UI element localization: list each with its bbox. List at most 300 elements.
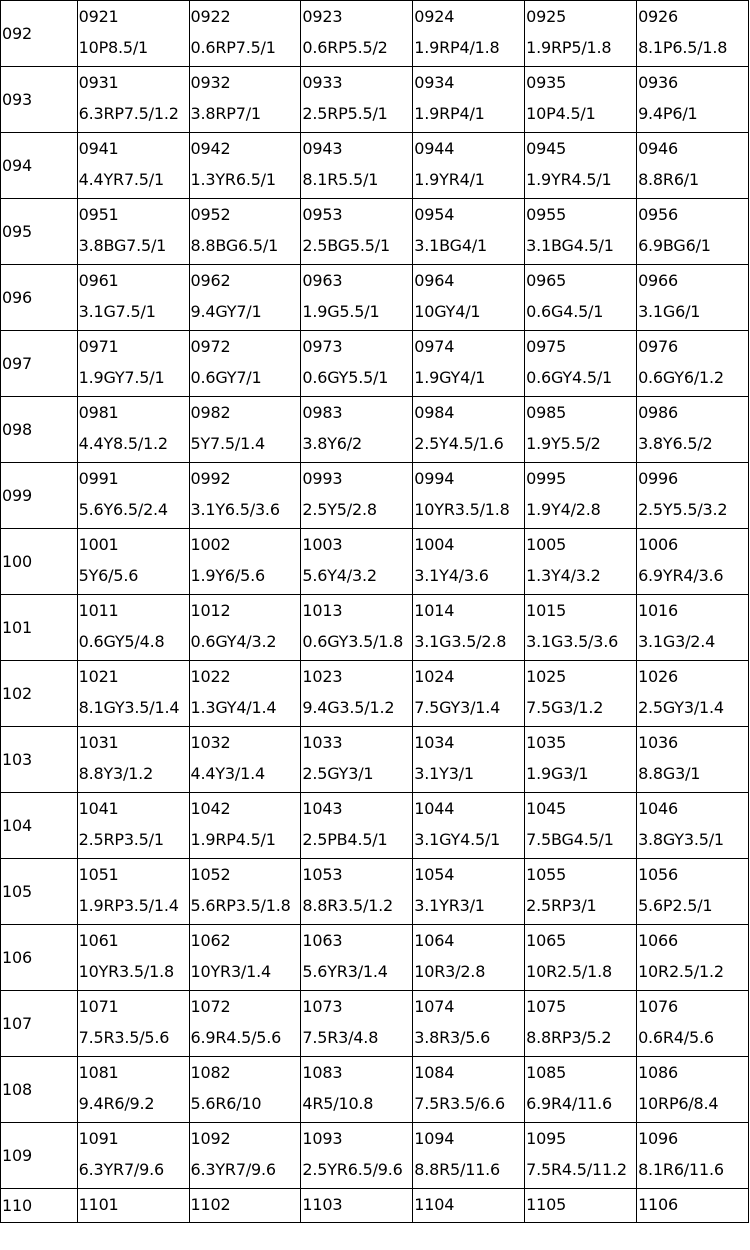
table-cell <box>525 595 637 661</box>
color-code: 0982 <box>190 403 231 422</box>
table-cell <box>413 1189 525 1223</box>
color-code: 0934 <box>414 73 455 92</box>
table-cell <box>413 925 525 991</box>
table-cell <box>77 265 189 331</box>
row-label: 102 <box>1 661 78 727</box>
munsell-notation: 5.6RP3.5/1.8 <box>190 896 291 915</box>
munsell-notation: 1.9YR4.5/1 <box>526 170 612 189</box>
munsell-notation: 9.4GY7/1 <box>190 302 262 321</box>
table-cell <box>525 133 637 199</box>
color-code: 0961 <box>78 271 119 290</box>
munsell-notation: 5Y6/5.6 <box>78 566 139 585</box>
munsell-notation: 1.9G5.5/1 <box>302 302 380 321</box>
color-code: 1062 <box>190 931 231 950</box>
table-cell <box>301 991 413 1057</box>
color-code: 1066 <box>638 931 678 950</box>
munsell-notation: 10YR3.5/1.8 <box>78 962 174 981</box>
munsell-notation: 0.6GY4.5/1 <box>526 368 613 387</box>
munsell-notation: 0.6GY6/1.2 <box>638 368 724 387</box>
table-cell <box>77 133 189 199</box>
table-row <box>1 463 749 529</box>
munsell-notation: 7.5G3/1.2 <box>526 698 604 717</box>
table-cell <box>77 1057 189 1123</box>
table-cell <box>637 463 749 529</box>
munsell-notation: 1.9RP4/1 <box>414 104 485 123</box>
color-code: 1073 <box>302 997 343 1016</box>
table-cell <box>637 1 749 67</box>
color-code: 1016 <box>638 601 678 620</box>
color-code: 0994 <box>414 469 455 488</box>
table-row <box>1 793 749 859</box>
color-code: 0954 <box>414 205 455 224</box>
table-cell <box>77 595 189 661</box>
table-cell <box>77 1189 189 1223</box>
table-cell <box>413 463 525 529</box>
table-cell <box>525 463 637 529</box>
munsell-notation: 7.5GY3/1.4 <box>414 698 501 717</box>
color-code: 0965 <box>526 271 567 290</box>
table-cell <box>413 1057 525 1123</box>
table-cell <box>189 793 301 859</box>
table-cell <box>525 661 637 727</box>
table-cell <box>189 859 301 925</box>
color-code: 1092 <box>190 1129 231 1148</box>
color-code: 0973 <box>302 337 343 356</box>
color-code: 1075 <box>526 997 567 1016</box>
table-cell <box>301 793 413 859</box>
color-code: 1021 <box>78 667 119 686</box>
table-row <box>1 925 749 991</box>
color-code: 0931 <box>78 73 119 92</box>
color-code: 1065 <box>526 931 567 950</box>
munsell-notation: 2.5Y5.5/3.2 <box>638 500 728 519</box>
table-row <box>1 1 749 67</box>
table-cell <box>525 331 637 397</box>
table-cell <box>637 1057 749 1123</box>
row-label: 110 <box>1 1189 78 1223</box>
table-cell <box>525 529 637 595</box>
table-cell <box>77 397 189 463</box>
color-code: 0993 <box>302 469 343 488</box>
table-cell <box>525 67 637 133</box>
munsell-notation: 7.5R3.5/6.6 <box>414 1094 505 1113</box>
color-code: 1001 <box>78 535 119 554</box>
munsell-notation: 1.9RP4/1.8 <box>414 38 500 57</box>
color-code: 1035 <box>526 733 567 752</box>
table-cell <box>189 463 301 529</box>
row-label: 092 <box>1 1 78 67</box>
munsell-notation: 7.5R3/4.8 <box>302 1028 379 1047</box>
munsell-notation: 0.6GY3.5/1.8 <box>302 632 404 651</box>
color-code: 1076 <box>638 997 678 1016</box>
color-code: 1071 <box>78 997 119 1016</box>
table-row <box>1 727 749 793</box>
color-code: 1091 <box>78 1129 119 1148</box>
munsell-notation: 4.4YR7.5/1 <box>78 170 164 189</box>
color-code: 0924 <box>414 7 455 26</box>
row-label: 097 <box>1 331 78 397</box>
table-cell <box>189 397 301 463</box>
munsell-notation: 6.9R4.5/5.6 <box>190 1028 282 1047</box>
table-cell <box>189 1189 301 1223</box>
table-cell <box>413 727 525 793</box>
munsell-notation: 8.1R6/11.6 <box>638 1160 724 1179</box>
color-code: 1052 <box>190 865 231 884</box>
munsell-notation: 5Y7.5/1.4 <box>190 434 265 453</box>
munsell-notation: 3.1BG4.5/1 <box>526 236 614 255</box>
table-row <box>1 595 749 661</box>
color-code: 1006 <box>638 535 678 554</box>
color-code: 1013 <box>302 601 343 620</box>
munsell-notation: 2.5RP5.5/1 <box>302 104 388 123</box>
munsell-notation: 2.5GY3/1 <box>302 764 374 783</box>
table-row <box>1 661 749 727</box>
color-code: 1041 <box>78 799 119 818</box>
munsell-notation: 7.5BG4.5/1 <box>526 830 614 849</box>
munsell-notation: 3.8GY3.5/1 <box>638 830 724 849</box>
table-cell <box>525 1123 637 1189</box>
munsell-notation: 1.9RP3.5/1.4 <box>78 896 179 915</box>
table-cell <box>77 925 189 991</box>
table-row <box>1 67 749 133</box>
table-cell <box>301 67 413 133</box>
color-code: 1042 <box>190 799 231 818</box>
row-label: 101 <box>1 595 78 661</box>
color-code: 1015 <box>526 601 567 620</box>
table-cell <box>413 991 525 1057</box>
munsell-notation: 2.5GY3/1.4 <box>638 698 724 717</box>
color-code: 1024 <box>414 667 455 686</box>
table-cell <box>77 1123 189 1189</box>
table-cell <box>301 595 413 661</box>
color-code: 0933 <box>302 73 343 92</box>
table-cell <box>413 67 525 133</box>
color-code: 1051 <box>78 865 119 884</box>
table-cell <box>525 793 637 859</box>
color-code: 0995 <box>526 469 567 488</box>
munsell-notation: 8.8BG6.5/1 <box>190 236 279 255</box>
color-code: 0983 <box>302 403 343 422</box>
table-cell <box>413 265 525 331</box>
color-code: 1095 <box>526 1129 567 1148</box>
color-code: 0941 <box>78 139 119 158</box>
munsell-notation: 3.1G7.5/1 <box>78 302 156 321</box>
munsell-notation: 1.9RP5/1.8 <box>526 38 612 57</box>
table-cell <box>525 1 637 67</box>
munsell-notation: 0.6R4/5.6 <box>638 1028 714 1047</box>
table-cell <box>189 1057 301 1123</box>
row-label: 095 <box>1 199 78 265</box>
color-code: 0986 <box>638 403 678 422</box>
color-code: 1063 <box>302 931 343 950</box>
table-cell <box>301 859 413 925</box>
munsell-notation: 3.1Y4/3.6 <box>414 566 489 585</box>
color-code: 0951 <box>78 205 119 224</box>
table-cell <box>637 793 749 859</box>
table-cell <box>637 133 749 199</box>
color-code: 0953 <box>302 205 343 224</box>
table-cell <box>189 661 301 727</box>
color-code: 1072 <box>190 997 231 1016</box>
color-code: 0932 <box>190 73 231 92</box>
table-body <box>1 1 749 1223</box>
munsell-notation: 0.6GY5.5/1 <box>302 368 389 387</box>
table-cell <box>413 397 525 463</box>
table-cell <box>637 859 749 925</box>
table-row <box>1 331 749 397</box>
munsell-notation: 4.4Y3/1.4 <box>190 764 265 783</box>
munsell-notation: 3.8Y6/2 <box>302 434 362 453</box>
color-code: 1082 <box>190 1063 231 1082</box>
table-cell <box>77 67 189 133</box>
table-cell <box>189 991 301 1057</box>
munsell-notation: 8.8RP3/5.2 <box>526 1028 612 1047</box>
table-cell <box>637 727 749 793</box>
table-row <box>1 265 749 331</box>
color-code: 1022 <box>190 667 231 686</box>
color-code: 1031 <box>78 733 119 752</box>
color-code: 1002 <box>190 535 231 554</box>
color-code: 0972 <box>190 337 231 356</box>
table-cell <box>301 925 413 991</box>
table-cell <box>413 1123 525 1189</box>
table-row <box>1 991 749 1057</box>
table-cell <box>525 199 637 265</box>
munsell-notation: 5.6R6/10 <box>190 1094 262 1113</box>
munsell-notation: 3.1BG4/1 <box>414 236 487 255</box>
munsell-notation: 1.3YR6.5/1 <box>190 170 276 189</box>
table-cell <box>77 1 189 67</box>
color-code: 0946 <box>638 139 678 158</box>
row-label: 100 <box>1 529 78 595</box>
munsell-notation: 8.8R6/1 <box>638 170 699 189</box>
color-code: 1055 <box>526 865 567 884</box>
color-code: 0976 <box>638 337 678 356</box>
table-cell <box>301 661 413 727</box>
munsell-notation: 0.6GY5/4.8 <box>78 632 165 651</box>
munsell-notation: 3.1G6/1 <box>638 302 701 321</box>
color-code: 1026 <box>638 667 678 686</box>
color-code: 0942 <box>190 139 231 158</box>
munsell-notation: 5.6Y4/3.2 <box>302 566 377 585</box>
color-code: 0992 <box>190 469 231 488</box>
color-code: 0975 <box>526 337 567 356</box>
munsell-notation: 1.9Y4/2.8 <box>526 500 601 519</box>
munsell-notation: 2.5BG5.5/1 <box>302 236 390 255</box>
munsell-notation: 0.6RP7.5/1 <box>190 38 276 57</box>
color-code: 1103 <box>302 1195 343 1214</box>
munsell-notation: 5.6YR3/1.4 <box>302 962 388 981</box>
munsell-notation: 6.9YR4/3.6 <box>638 566 724 585</box>
table-cell <box>189 331 301 397</box>
color-code: 0996 <box>638 469 678 488</box>
color-code: 1033 <box>302 733 343 752</box>
table-row <box>1 529 749 595</box>
table-cell <box>637 265 749 331</box>
color-code: 1083 <box>302 1063 343 1082</box>
table-cell <box>301 397 413 463</box>
color-code: 1093 <box>302 1129 343 1148</box>
munsell-notation: 10P8.5/1 <box>78 38 149 57</box>
munsell-notation: 1.9Y5.5/2 <box>526 434 601 453</box>
table-row <box>1 133 749 199</box>
color-code: 1085 <box>526 1063 567 1082</box>
table-row <box>1 1057 749 1123</box>
color-code: 1011 <box>78 601 119 620</box>
table-cell <box>189 67 301 133</box>
table-cell <box>301 1057 413 1123</box>
color-code: 1043 <box>302 799 343 818</box>
table-cell <box>413 529 525 595</box>
munsell-notation: 4.4Y8.5/1.2 <box>78 434 168 453</box>
munsell-notation: 1.9GY4/1 <box>414 368 486 387</box>
munsell-notation: 1.9G3/1 <box>526 764 589 783</box>
munsell-notation: 3.8Y6.5/2 <box>638 434 713 453</box>
table-cell <box>301 727 413 793</box>
color-code: 1046 <box>638 799 678 818</box>
table-cell <box>301 463 413 529</box>
table-cell <box>189 265 301 331</box>
table-cell <box>525 925 637 991</box>
munsell-notation: 10GY4/1 <box>414 302 481 321</box>
table-cell <box>301 1123 413 1189</box>
color-code: 1094 <box>414 1129 455 1148</box>
munsell-notation: 6.3YR7/9.6 <box>190 1160 276 1179</box>
row-label: 098 <box>1 397 78 463</box>
table-cell <box>189 1 301 67</box>
munsell-notation: 6.3RP7.5/1.2 <box>78 104 179 123</box>
color-code: 0964 <box>414 271 455 290</box>
munsell-notation: 5.6Y6.5/2.4 <box>78 500 168 519</box>
color-code: 0943 <box>302 139 343 158</box>
munsell-notation: 3.8RP7/1 <box>190 104 261 123</box>
table-cell <box>637 1189 749 1223</box>
table-cell <box>637 595 749 661</box>
munsell-notation: 3.8BG7.5/1 <box>78 236 167 255</box>
table-cell <box>525 991 637 1057</box>
munsell-notation: 10RP6/8.4 <box>638 1094 719 1113</box>
table-cell <box>189 727 301 793</box>
munsell-notation: 10YR3.5/1.8 <box>414 500 510 519</box>
munsell-notation: 1.3GY4/1.4 <box>190 698 277 717</box>
munsell-notation: 4R5/10.8 <box>302 1094 374 1113</box>
row-label: 093 <box>1 67 78 133</box>
color-code: 0935 <box>526 73 567 92</box>
color-code: 1061 <box>78 931 119 950</box>
color-code: 0922 <box>190 7 231 26</box>
color-code: 1014 <box>414 601 455 620</box>
table-cell <box>189 133 301 199</box>
table-cell <box>637 397 749 463</box>
table-cell <box>413 199 525 265</box>
color-code: 0936 <box>638 73 678 92</box>
munsell-notation: 0.6G4.5/1 <box>526 302 604 321</box>
table-cell <box>301 199 413 265</box>
table-cell <box>413 331 525 397</box>
color-code: 1036 <box>638 733 678 752</box>
table-cell <box>525 1057 637 1123</box>
table-cell <box>525 727 637 793</box>
row-label: 103 <box>1 727 78 793</box>
color-code: 0955 <box>526 205 567 224</box>
munsell-notation: 10YR3/1.4 <box>190 962 271 981</box>
munsell-notation: 2.5YR6.5/9.6 <box>302 1160 403 1179</box>
table-cell <box>77 331 189 397</box>
table-cell <box>189 595 301 661</box>
color-code: 0926 <box>638 7 678 26</box>
munsell-notation: 3.1G3.5/3.6 <box>526 632 619 651</box>
color-code: 1101 <box>78 1195 119 1214</box>
munsell-notation: 2.5RP3.5/1 <box>78 830 164 849</box>
color-code: 1102 <box>190 1195 231 1214</box>
table-cell <box>77 793 189 859</box>
color-code: 1044 <box>414 799 455 818</box>
table-cell <box>301 529 413 595</box>
munsell-notation: 8.8Y3/1.2 <box>78 764 154 783</box>
color-code: 0966 <box>638 271 678 290</box>
color-code: 0952 <box>190 205 231 224</box>
table-cell <box>77 859 189 925</box>
table-cell <box>413 1 525 67</box>
table-cell <box>77 529 189 595</box>
table-cell <box>413 595 525 661</box>
munsell-notation: 1.9GY7.5/1 <box>78 368 165 387</box>
munsell-notation: 10P4.5/1 <box>526 104 596 123</box>
row-label: 109 <box>1 1123 78 1189</box>
munsell-notation: 10R2.5/1.2 <box>638 962 724 981</box>
munsell-notation: 0.6GY7/1 <box>190 368 262 387</box>
color-code: 0984 <box>414 403 455 422</box>
table-cell <box>77 463 189 529</box>
color-code: 1034 <box>414 733 455 752</box>
color-code: 1012 <box>190 601 231 620</box>
color-code: 1032 <box>190 733 231 752</box>
color-code: 1064 <box>414 931 455 950</box>
munsell-notation: 3.1G3.5/2.8 <box>414 632 507 651</box>
table-cell <box>189 1123 301 1189</box>
munsell-notation: 8.1R5.5/1 <box>302 170 379 189</box>
table-row <box>1 199 749 265</box>
munsell-notation: 3.1Y3/1 <box>414 764 474 783</box>
row-label: 108 <box>1 1057 78 1123</box>
color-code: 1003 <box>302 535 343 554</box>
row-label: 105 <box>1 859 78 925</box>
row-label: 106 <box>1 925 78 991</box>
color-code: 1045 <box>526 799 567 818</box>
table-cell <box>413 793 525 859</box>
table-cell <box>525 397 637 463</box>
table-cell <box>637 199 749 265</box>
row-label: 094 <box>1 133 78 199</box>
munsell-notation: 3.1YR3/1 <box>414 896 485 915</box>
color-code: 1053 <box>302 865 343 884</box>
munsell-notation: 6.9R4/11.6 <box>526 1094 612 1113</box>
munsell-notation: 5.6P2.5/1 <box>638 896 713 915</box>
color-code: 0985 <box>526 403 567 422</box>
munsell-notation: 9.4G3.5/1.2 <box>302 698 395 717</box>
color-code: 1004 <box>414 535 455 554</box>
table-cell <box>637 1123 749 1189</box>
color-code: 0971 <box>78 337 119 356</box>
color-code: 1084 <box>414 1063 455 1082</box>
munsell-notation: 2.5PB4.5/1 <box>302 830 388 849</box>
table-cell <box>413 133 525 199</box>
table-cell <box>301 1189 413 1223</box>
munsell-notation: 1.9Y6/5.6 <box>190 566 265 585</box>
table-cell <box>637 67 749 133</box>
color-code: 0921 <box>78 7 119 26</box>
table-cell <box>525 265 637 331</box>
